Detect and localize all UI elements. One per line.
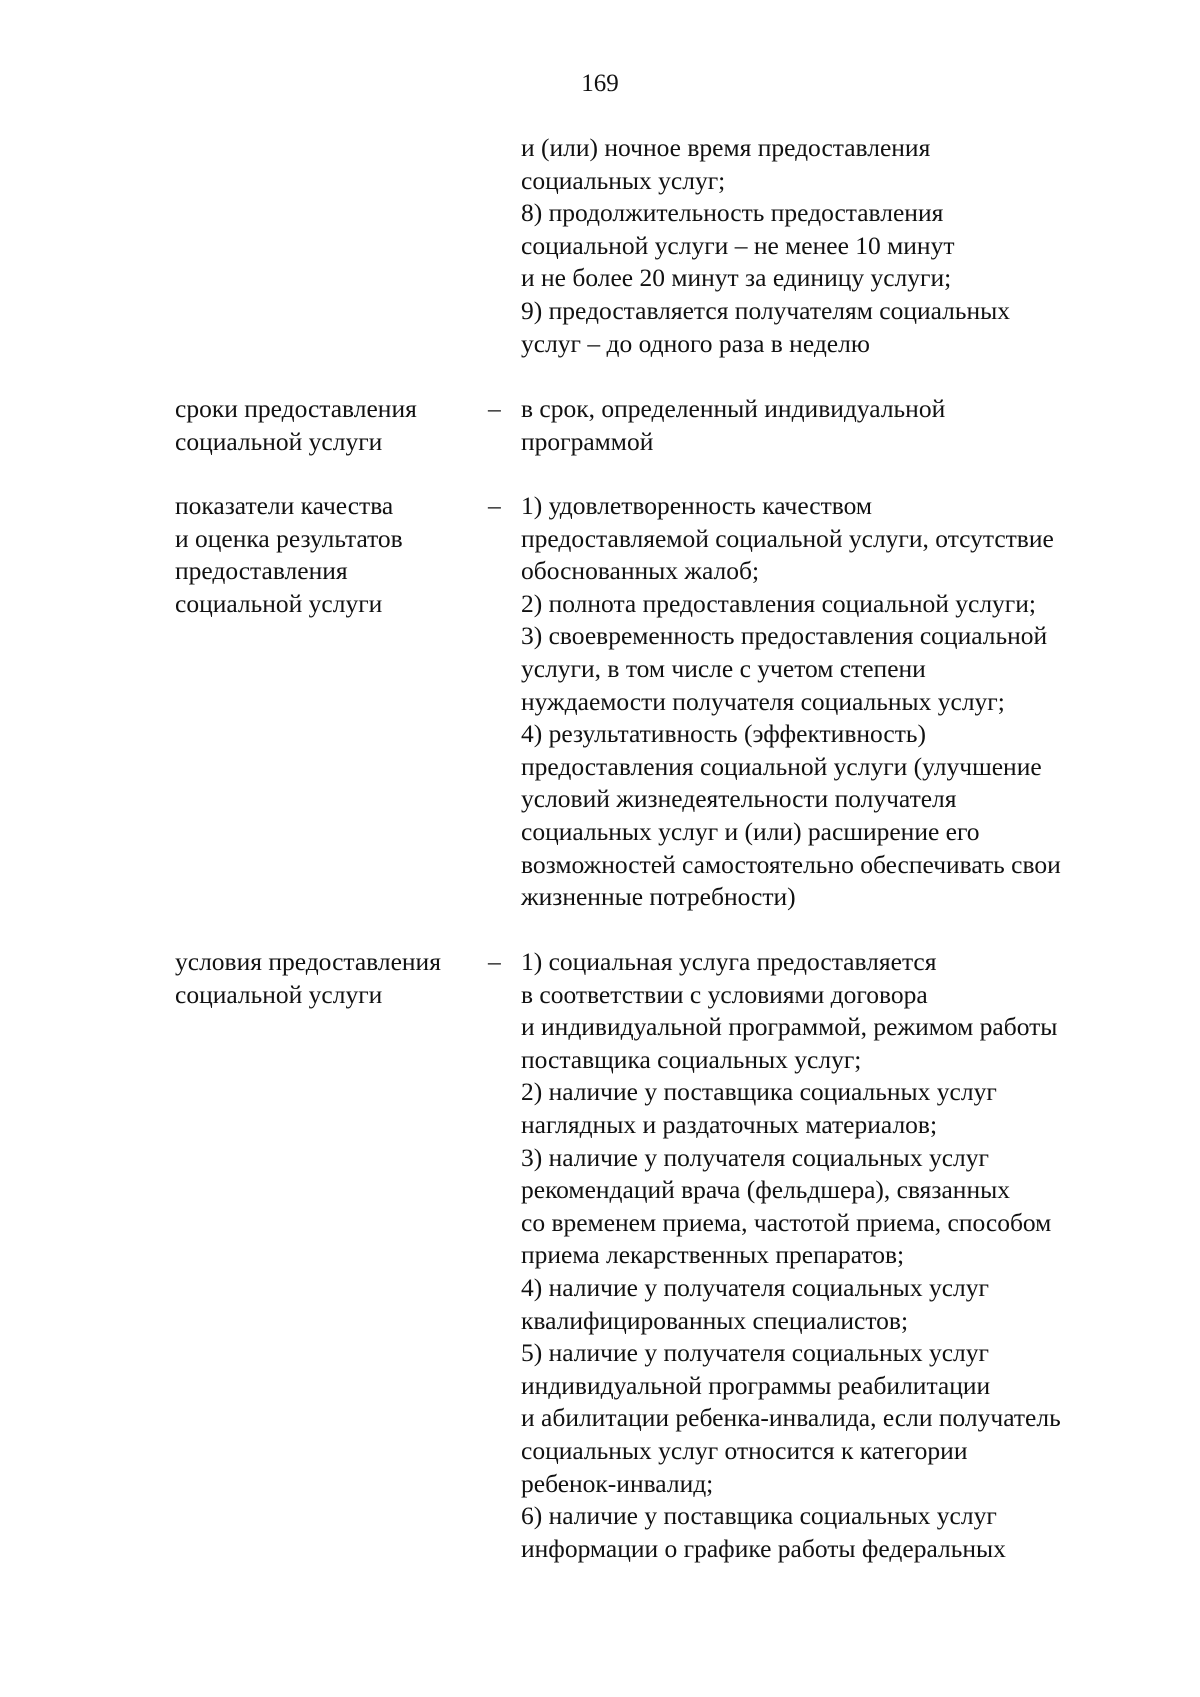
label-line: сроки предоставления — [175, 394, 417, 423]
value-line: предоставляемой социальной услуги, отсутствие — [521, 523, 1054, 553]
text-line: социальных услуг; — [521, 165, 726, 195]
value-line: 2) наличие у поставщика социальных услуг — [521, 1077, 997, 1107]
value-line: 1) удовлетворенность качеством — [521, 491, 873, 520]
page-number: 169 — [581, 70, 619, 97]
value-line: ребенок-инвалид; — [521, 1468, 714, 1498]
label-line: социальной услуги — [175, 588, 383, 618]
value-line: в соответствии с условиями договора — [521, 979, 928, 1009]
value-line: социальных услуг и (или) расширение его — [521, 816, 980, 846]
label-line: и оценка результатов — [175, 523, 403, 553]
dash-separator: – — [488, 394, 501, 423]
section-value-conditions — [521, 946, 1061, 1565]
value-line: квалифицированных специалистов; — [521, 1305, 909, 1335]
dash-separator: – — [488, 491, 501, 520]
value-line: услуги, в том числе с учетом степени — [521, 653, 926, 683]
text-line: 9) предоставляется получателям социальных — [521, 295, 1011, 325]
label-line: предоставления — [175, 556, 348, 586]
value-line: 6) наличие у поставщика социальных услуг — [521, 1501, 997, 1531]
value-line: поставщика социальных услуг; — [521, 1044, 862, 1074]
value-line: 5) наличие у получателя социальных услуг — [521, 1338, 989, 1368]
value-line: предоставления социальной услуги (улучшение — [521, 751, 1042, 781]
dash-separator: – — [488, 947, 501, 976]
section-label-conditions — [175, 946, 441, 1011]
value-line: программой — [521, 426, 654, 456]
text-line: 8) продолжительность предоставления — [521, 198, 944, 228]
value-line: 1) социальная услуга предоставляется — [521, 947, 937, 976]
section-value-deadlines — [521, 393, 945, 458]
text-line: услуг – до одного раза в неделю — [521, 328, 870, 358]
value-line: и индивидуальной программой, режимом работы — [521, 1012, 1058, 1042]
value-line: в срок, определенный индивидуальной — [521, 394, 946, 423]
text-line: и не более 20 минут за единицу услуги; — [521, 263, 952, 293]
value-line: 2) полнота предоставления социальной услуги; — [521, 588, 1036, 618]
value-line: обоснованных жалоб; — [521, 556, 760, 586]
value-line: приема лекарственных препаратов; — [521, 1240, 905, 1270]
value-line: со временем приема, частотой приема, способом — [521, 1207, 1052, 1237]
label-line: социальной услуги — [175, 979, 383, 1009]
label-line: социальной услуги — [175, 426, 383, 456]
value-line: наглядных и раздаточных материалов; — [521, 1109, 938, 1139]
value-line: социальных услуг относится к категории — [521, 1435, 968, 1465]
value-line: информации о графике работы федеральных — [521, 1533, 1006, 1563]
text-line: социальной услуги – не менее 10 минут — [521, 230, 955, 260]
text-line: и (или) ночное время предоставления — [521, 133, 931, 162]
value-line: жизненные потребности) — [521, 882, 796, 912]
label-line: условия предоставления — [175, 947, 441, 976]
label-line: показатели качества — [175, 491, 394, 520]
value-line: условий жизнедеятельности получателя — [521, 784, 957, 814]
value-line: и абилитации ребенка-инвалида, если получатель — [521, 1403, 1061, 1433]
value-line: 3) наличие у получателя социальных услуг — [521, 1142, 989, 1172]
section-label-quality — [175, 490, 403, 620]
value-line: индивидуальной программы реабилитации — [521, 1370, 991, 1400]
section-label-deadlines — [175, 393, 417, 458]
value-line: возможностей самостоятельно обеспечивать свои — [521, 849, 1061, 879]
value-line: 4) результативность (эффективность) — [521, 719, 926, 749]
value-line: рекомендаций врача (фельдшера), связанных — [521, 1175, 1010, 1205]
value-line: нуждаемости получателя социальных услуг; — [521, 686, 1005, 716]
value-line: 4) наличие у получателя социальных услуг — [521, 1272, 989, 1302]
continuation-text — [521, 132, 1010, 360]
value-line: 3) своевременность предоставления социальной — [521, 621, 1048, 651]
section-value-quality — [521, 490, 1061, 914]
